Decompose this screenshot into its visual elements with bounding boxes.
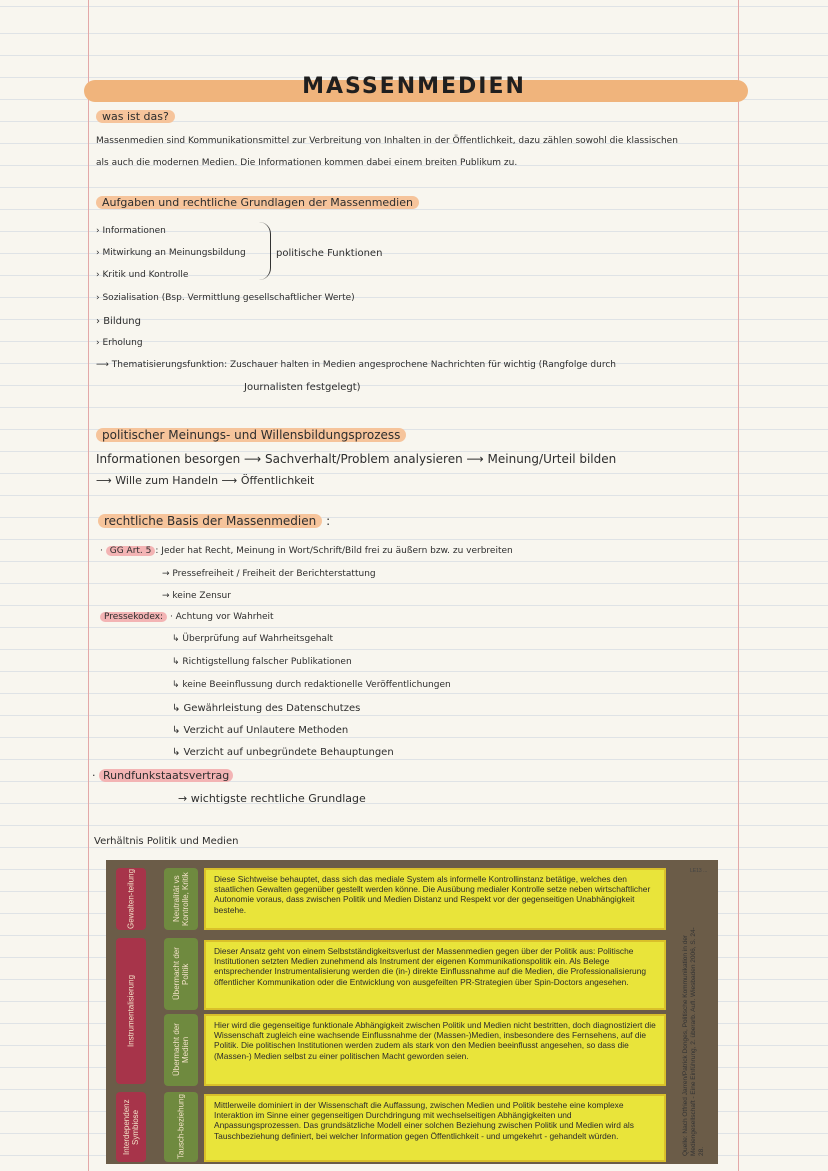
intro-line-1: Massenmedien sind Kommunikationsmittel zur Verbreitung von Inhalten in der Öffentlichkeit, dazu zählen sowohl die klassischen [96, 136, 678, 146]
category-label-green: Neutralität vs Kontrolle, Kritik [164, 868, 198, 930]
rundfunk-sub: → wichtigste rechtliche Grundlage [178, 792, 366, 805]
prozess-line-2: ⟶ Wille zum Handeln ⟶ Öffentlichkeit [96, 474, 315, 487]
text-box-3: Hier wird die gegenseitige funktionale Abhängigkeit zwischen Politik und Medien nicht bestritten, doch diagnostiziert die Wissenschaft zugleich eine wachsende Einflussnahme der (Massen-)Medien, insbesondere des Fernsehens, auf die Politik. Die politischen Institutionen werden zudem als stark von den Medien beeinflusst angesehen, so dass die (Massen-) Medien selbst zu einer politischen Macht geworden seien. [204, 1014, 666, 1086]
source-citation: Quelle: Nach Otfried Jarren/Patrick Donges, Politische Kommunikation in der Mediengesellschaft - Eine Einführung, 2. überarb. Aufl. Wiesbaden 2006, S. 24-28. [682, 927, 705, 1156]
category-label-red: Gewalten-teilung [116, 868, 146, 930]
gg-sub-1: → Pressefreiheit / Freiheit der Berichterstattung [162, 569, 376, 579]
brace-label: politische Funktionen [276, 248, 383, 259]
kodex-item: ↳ Gewährleistung des Datenschutzes [172, 703, 361, 714]
text-box-4: Mittlerweile dominiert in der Wissenschaft die Auffassung, zwischen Medien und Politik bestehe eine komplexe Interaktion im Sinne einer gegenseitigen Durchdringung mit wechselseitigen Abhängigkeiten und Anpassungsprozessen. Das grundsätzliche Modell einer solchen Beziehung zwischen Politik und Medien wird als Tauschbeziehung definiert, bei welcher Information gegen Öffentlichkeit - und umgekehrt - gehandelt würden. [204, 1094, 666, 1162]
kodex-item: ↳ Richtigstellung falscher Publikationen [172, 657, 352, 667]
basis-heading-text: rechtliche Basis der Massenmedien [98, 514, 322, 528]
verhaeltnis-heading: Verhältnis Politik und Medien [94, 836, 239, 847]
rundfunk-label: Rundfunkstaatsvertrag [99, 769, 233, 782]
kodex-item: ↳ keine Beeinflussung durch redaktionelle Veröffentlichungen [172, 680, 451, 690]
category-label-green: Übermacht der Medien [164, 1014, 198, 1086]
intro-heading-text: was ist das? [96, 110, 175, 123]
kodex-line: Pressekodex: · Achtung vor Wahrheit [100, 612, 274, 622]
aufgaben-item: › Sozialisation (Bsp. Vermittlung gesellschaftlicher Werte) [96, 293, 355, 303]
basis-colon: : [326, 514, 331, 528]
rundfunk-line: · Rundfunkstaatsvertrag [92, 769, 233, 782]
category-label-green: Übermacht der Politik [164, 938, 198, 1010]
kodex-item: ↳ Verzicht auf unbegründete Behauptungen [172, 747, 394, 758]
aufgaben-item: › Kritik und Kontrolle [96, 270, 189, 280]
aufgaben-item: › Erholung [96, 338, 143, 348]
intro-line-2: als auch die modernen Medien. Die Informationen kommen dabei einem breiten Publikum zu. [96, 158, 518, 168]
aufgaben-item: › Informationen [96, 226, 166, 236]
gg-label: GG Art. 5 [106, 546, 156, 556]
basis-heading [98, 514, 330, 528]
category-label-red: Instrumentalisierung [116, 938, 146, 1084]
kodex-label: Pressekodex: [100, 612, 167, 622]
gg-line: · GG Art. 5 : Jeder hat Recht, Meinung in Wort/Schrift/Bild frei zu äußern bzw. zu verbreiten [100, 546, 513, 556]
brace-icon [258, 222, 271, 280]
text-box-2: Dieser Ansatz geht von einem Selbstständigkeitsverlust der Massenmedien gegen über der Politik aus: Politische Institutionen setzten Medien zunehmend als Instrument der eigenen Kommunikationspolitik ein. Als Belege entsprechender Instrumentalisierung werden die (in-) direkte Einflussnahme auf die Medien, die Professionalisierung öffentlicher Kommunikation oder die Entwicklung von ausgefeilten PR-Strategien über Spin-Doctors angesehen. [204, 940, 666, 1010]
kodex-item: ↳ Überprüfung auf Wahrheitsgehalt [172, 634, 333, 644]
category-label-green: Tausch-beziehung [164, 1092, 198, 1162]
aufgaben-item: › Bildung [96, 316, 141, 327]
photo-code: LE13 ... [690, 868, 708, 874]
thema-line-1: ⟶ Thematisierungsfunktion: Zuschauer halten in Medien angesprochene Nachrichten für wichtig (Rangfolge durch [96, 360, 616, 370]
intro-heading [96, 110, 175, 123]
kodex-item: ↳ Verzicht auf Unlautere Methoden [172, 725, 349, 736]
left-margin-line [88, 0, 89, 1171]
right-margin-line [738, 0, 739, 1171]
aufgaben-item: › Mitwirkung an Meinungsbildung [96, 248, 246, 258]
prozess-heading [96, 428, 406, 442]
aufgaben-heading [96, 196, 419, 209]
page-title: MASSENMEDIEN [302, 74, 526, 99]
thema-line-2: Journalisten festgelegt) [244, 382, 361, 393]
prozess-line-1: Informationen besorgen ⟶ Sachverhalt/Problem analysieren ⟶ Meinung/Urteil bilden [96, 452, 617, 466]
gg-sub-2: → keine Zensur [162, 591, 231, 601]
aufgaben-heading-text: Aufgaben und rechtliche Grundlagen der Massenmedien [96, 196, 419, 209]
category-label-red: Interdependenz Symbiose [116, 1092, 146, 1162]
text-box-1: Diese Sichtweise behauptet, dass sich das mediale System als informelle Kontrollinstanz betätige, welches den staatlichen Gewalten gegenüber gestellt werden könne. Die Ausübung medialer Kontrolle setze neben wirtschaftlicher Autonomie voraus, dass zwischen Politik und Medien Distanz und Respekt vor der gegenseitigen Unabhängigkeit bestehe. [204, 868, 666, 930]
prozess-heading-text: politischer Meinungs- und Willensbildungsprozess [96, 428, 406, 442]
source-photo [106, 860, 718, 1164]
